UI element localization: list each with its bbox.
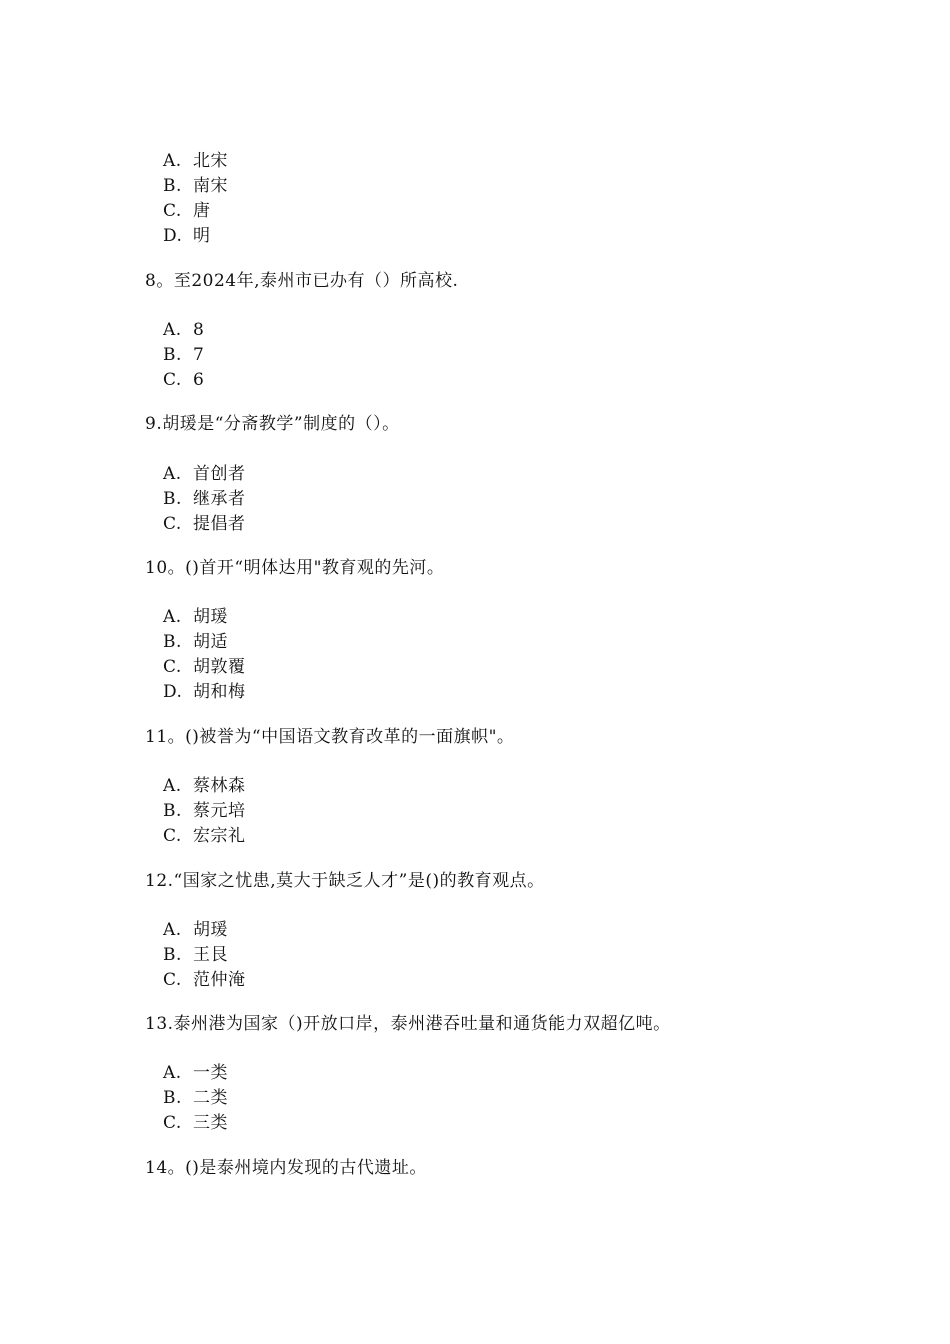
option-line bbox=[163, 681, 246, 703]
option-letter: C. bbox=[163, 970, 182, 990]
option-line bbox=[163, 919, 228, 941]
option-line bbox=[163, 488, 246, 510]
option-text: 三类 bbox=[193, 1113, 228, 1133]
option-text: 二类 bbox=[193, 1088, 228, 1108]
option-text: 南宋 bbox=[193, 176, 228, 196]
option-letter: A. bbox=[163, 464, 182, 484]
option-text: 胡和梅 bbox=[193, 682, 246, 702]
option-line bbox=[163, 319, 204, 341]
option-line bbox=[163, 369, 204, 391]
option-letter: C. bbox=[163, 514, 182, 534]
option-line bbox=[163, 225, 211, 247]
option-letter: B. bbox=[163, 945, 182, 965]
option-text: 胡瑗 bbox=[193, 607, 228, 627]
option-text: 北宋 bbox=[193, 151, 228, 171]
option-letter: B. bbox=[163, 801, 182, 821]
option-letter: A. bbox=[163, 320, 182, 340]
option-line bbox=[163, 656, 246, 678]
option-line bbox=[163, 150, 228, 172]
option-line bbox=[163, 1062, 228, 1084]
question-14: 14。()是泰州境内发现的古代遗址。 bbox=[145, 1158, 427, 1178]
option-text: 蔡元培 bbox=[193, 801, 246, 821]
question-10: 10。()首开“明体达用"教育观的先河。 bbox=[145, 558, 445, 578]
option-text: 6 bbox=[193, 370, 205, 390]
option-text: 唐 bbox=[193, 201, 211, 221]
question-11: 11。()被誉为“中国语文教育改革的一面旗帜"。 bbox=[145, 727, 515, 747]
option-line bbox=[163, 944, 228, 966]
option-letter: A. bbox=[163, 151, 182, 171]
option-line bbox=[163, 631, 228, 653]
option-letter: A. bbox=[163, 776, 182, 796]
option-letter: B. bbox=[163, 632, 182, 652]
option-line bbox=[163, 606, 228, 628]
option-text: 一类 bbox=[193, 1063, 228, 1083]
option-text: 胡适 bbox=[193, 632, 228, 652]
question-12: 12.“国家之忧患,莫大于缺乏人才”是()的教育观点。 bbox=[145, 871, 545, 891]
option-letter: C. bbox=[163, 370, 182, 390]
option-text: 宏宗礼 bbox=[193, 826, 246, 846]
option-line bbox=[163, 969, 246, 991]
option-text: 提倡者 bbox=[193, 514, 246, 534]
option-letter: B. bbox=[163, 176, 182, 196]
option-text: 7 bbox=[193, 345, 205, 365]
option-letter: C. bbox=[163, 657, 182, 677]
option-text: 王艮 bbox=[193, 945, 228, 965]
option-letter: C. bbox=[163, 1113, 182, 1133]
option-text: 胡瑗 bbox=[193, 920, 228, 940]
option-letter: A. bbox=[163, 920, 182, 940]
option-letter: A. bbox=[163, 1063, 182, 1083]
option-text: 继承者 bbox=[193, 489, 246, 509]
option-letter: A. bbox=[163, 607, 182, 627]
question-9: 9.胡瑗是“分斋教学”制度的（）。 bbox=[145, 414, 400, 434]
option-text: 明 bbox=[193, 226, 211, 246]
option-line bbox=[163, 463, 246, 485]
option-letter: B. bbox=[163, 1088, 182, 1108]
option-text: 8 bbox=[193, 320, 205, 340]
option-text: 首创者 bbox=[193, 464, 246, 484]
option-letter: B. bbox=[163, 489, 182, 509]
option-letter: B. bbox=[163, 345, 182, 365]
option-line bbox=[163, 344, 204, 366]
question-13: 13.泰州港为国家（)开放口岸，泰州港吞吐量和通货能力双超亿吨。 bbox=[145, 1014, 671, 1034]
option-text: 蔡林森 bbox=[193, 776, 246, 796]
option-letter: D. bbox=[163, 682, 183, 702]
option-line bbox=[163, 1087, 228, 1109]
option-line bbox=[163, 200, 211, 222]
option-line bbox=[163, 825, 246, 847]
option-letter: C. bbox=[163, 826, 182, 846]
option-letter: D. bbox=[163, 226, 183, 246]
option-text: 胡敦覆 bbox=[193, 657, 246, 677]
option-line bbox=[163, 175, 228, 197]
option-letter: C. bbox=[163, 201, 182, 221]
option-text: 范仲淹 bbox=[193, 970, 246, 990]
question-8: 8。至2024年,泰州市已办有（）所高校. bbox=[145, 271, 459, 291]
option-line bbox=[163, 513, 246, 535]
option-line bbox=[163, 775, 246, 797]
option-line bbox=[163, 1112, 228, 1134]
option-line bbox=[163, 800, 246, 822]
